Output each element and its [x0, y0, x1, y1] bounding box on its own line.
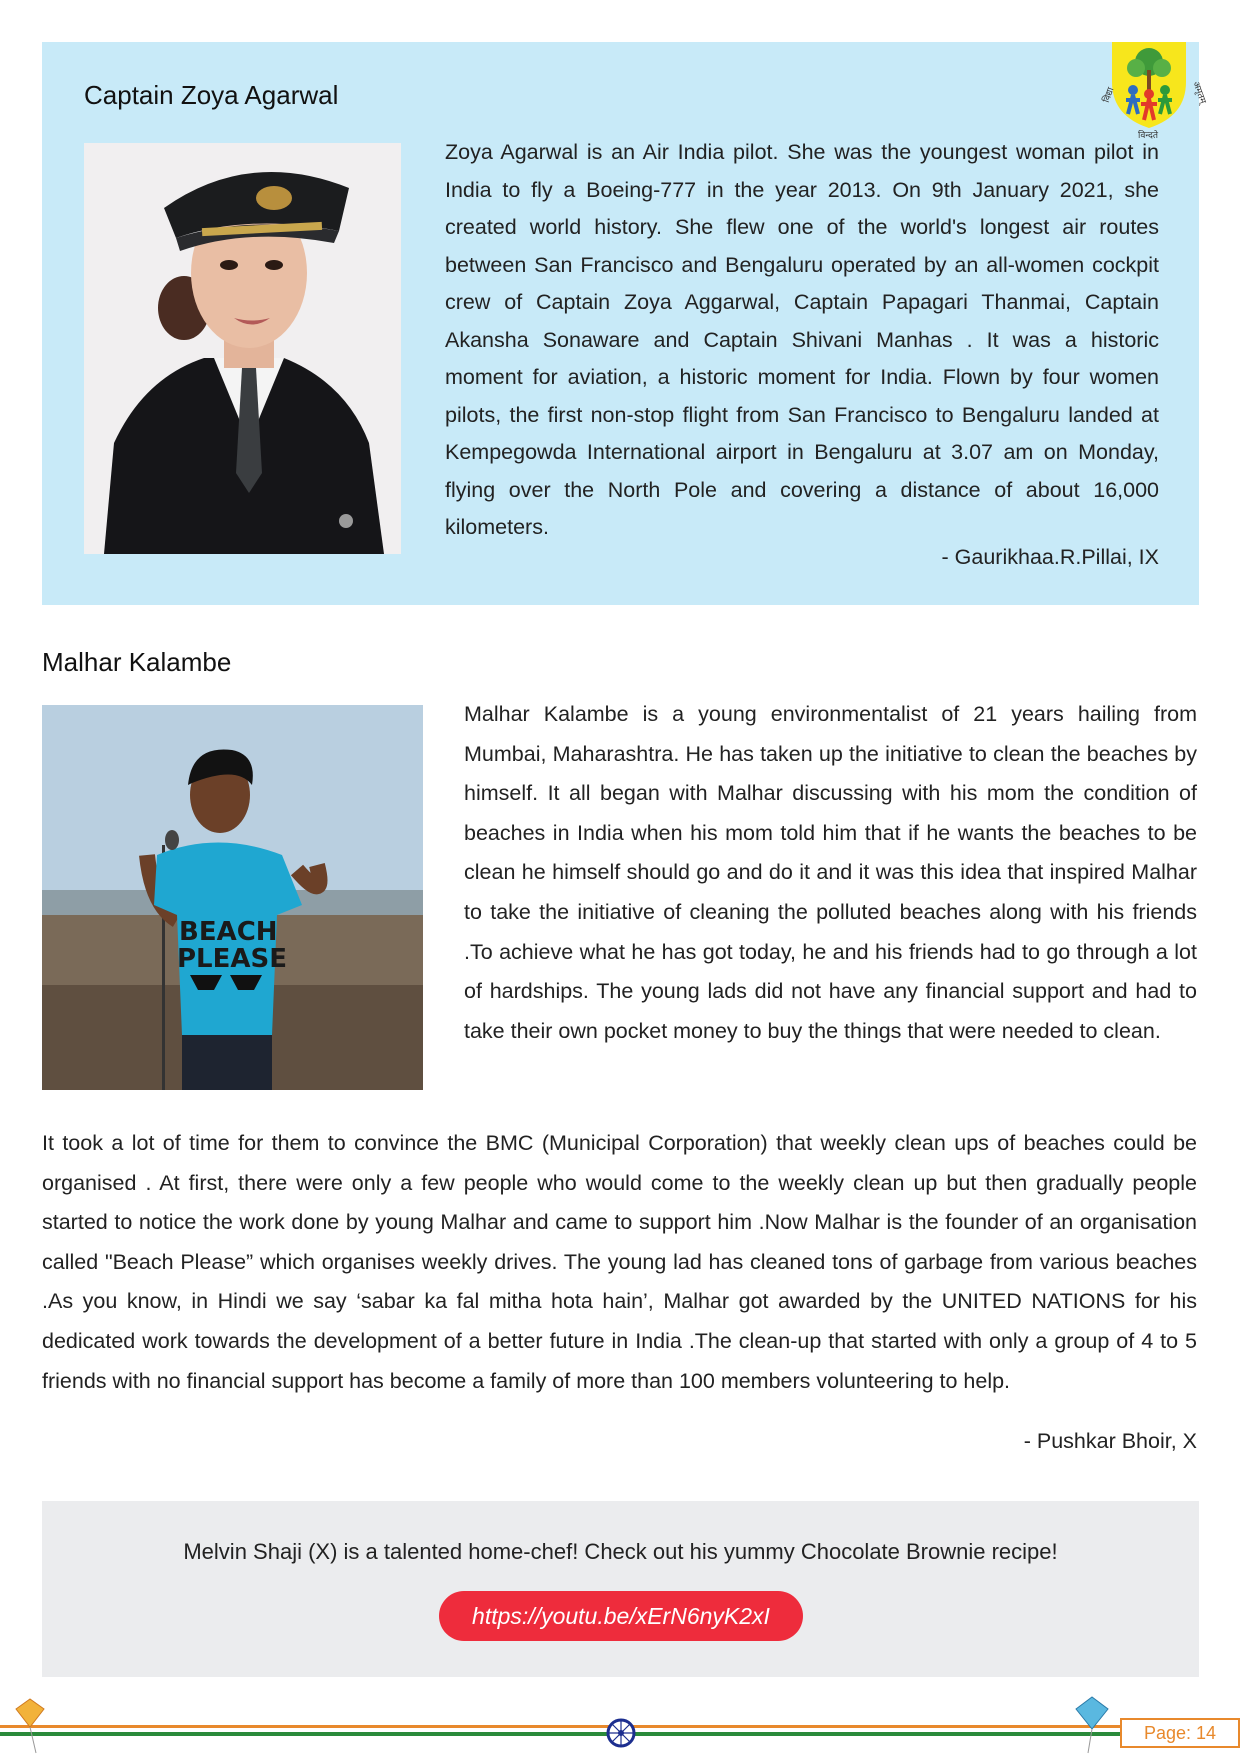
page-number: Page: 14 [1120, 1718, 1240, 1748]
zoya-section [42, 42, 1199, 605]
logo-right-text: अमृतम् [1190, 80, 1208, 106]
recipe-section [42, 1501, 1199, 1677]
malhar-photo [42, 705, 423, 1090]
zoya-text: Zoya Agarwal is an Air India pilot. She was the youngest woman pilot in India to fly a Boeing-777 in the year 2013. On 9th January 2021, she created world history. She flew one of the world's longest air routes between San Francisco and Bengaluru operated by an all-women cockpit crew of Captain Zoya Aggarwal, Captain Papagari Thanmai, Captain Akansha Sonaware and Captain Shivani Manhas . It was a historic moment for aviation, a historic moment for India. Flown by four women pilots, the first non-stop flight from San Francisco to Bengaluru landed at Kempegowda International airport in Bengaluru at 3.07 am on Monday, flying over the North Pole and covering a distance of about 16,000 kilometers. [445, 140, 1159, 539]
malhar-text-bottom: It took a lot of time for them to convince the BMC (Municipal Corporation) that weekly clean ups of beaches could be organised . At first, there were only a few people who would come to the weekly clean up but then gradually people started to notice the work done by young Malhar and came to support him .Now Malhar is the founder of an organisation called "Beach Please” which organises weekly drives. The young lad has cleaned tons of garbage from various beaches .As you know, in Hindi we say ‘sabar ka fal mitha hota hain’, Malhar got awarded by the UNITED NATIONS for his dedicated work towards the development of a better future in India .The clean-up that started with only a group of 4 to 5 friends with no financial support has become a family of more than 100 members volunteering to help. [42, 1131, 1197, 1393]
ashoka-chakra-icon [608, 1720, 634, 1746]
zoya-photo [84, 143, 401, 554]
zoya-title: Captain Zoya Agarwal [84, 80, 339, 110]
logo-left-text: विद्या [1101, 86, 1117, 105]
malhar-title: Malhar Kalambe [42, 647, 232, 677]
zoya-author: - Gaurikhaa.R.Pillai, IX [941, 545, 1159, 569]
recipe-text: Melvin Shaji (X) is a talented home-chef! Check out his yummy Chocolate Brownie recipe! [183, 1539, 1058, 1564]
recipe-link-button[interactable]: https://youtu.be/xErN6nyK2xI [439, 1591, 803, 1641]
shirt-text-beach: BEACH [179, 917, 278, 947]
malhar-text-top: Malhar Kalambe is a young environmentalist of 21 years hailing from Mumbai, Maharashtra. He has taken up the initiative to clean the beaches by himself. It all began with Malhar discussing with his mom the condition of beaches in India when his mom told him that if he wants the beaches to be clean he himself should go and do it and it was this idea that inspired Malhar to take the initiative of cleaning the polluted beaches along with his friends .To achieve what he has got today, he and his friends had to go through a lot of hardships. The young lads did not have any financial support and had to take their own pocket money to buy the things that were needed to clean. [464, 702, 1197, 1043]
footer-tricolor [0, 1695, 1241, 1754]
logo-bottom-text: विन्दते [1138, 131, 1159, 141]
malhar-author: - Pushkar Bhoir, X [1023, 1429, 1197, 1453]
shirt-text-please: PLEASE [177, 944, 287, 974]
school-logo [1100, 42, 1208, 141]
